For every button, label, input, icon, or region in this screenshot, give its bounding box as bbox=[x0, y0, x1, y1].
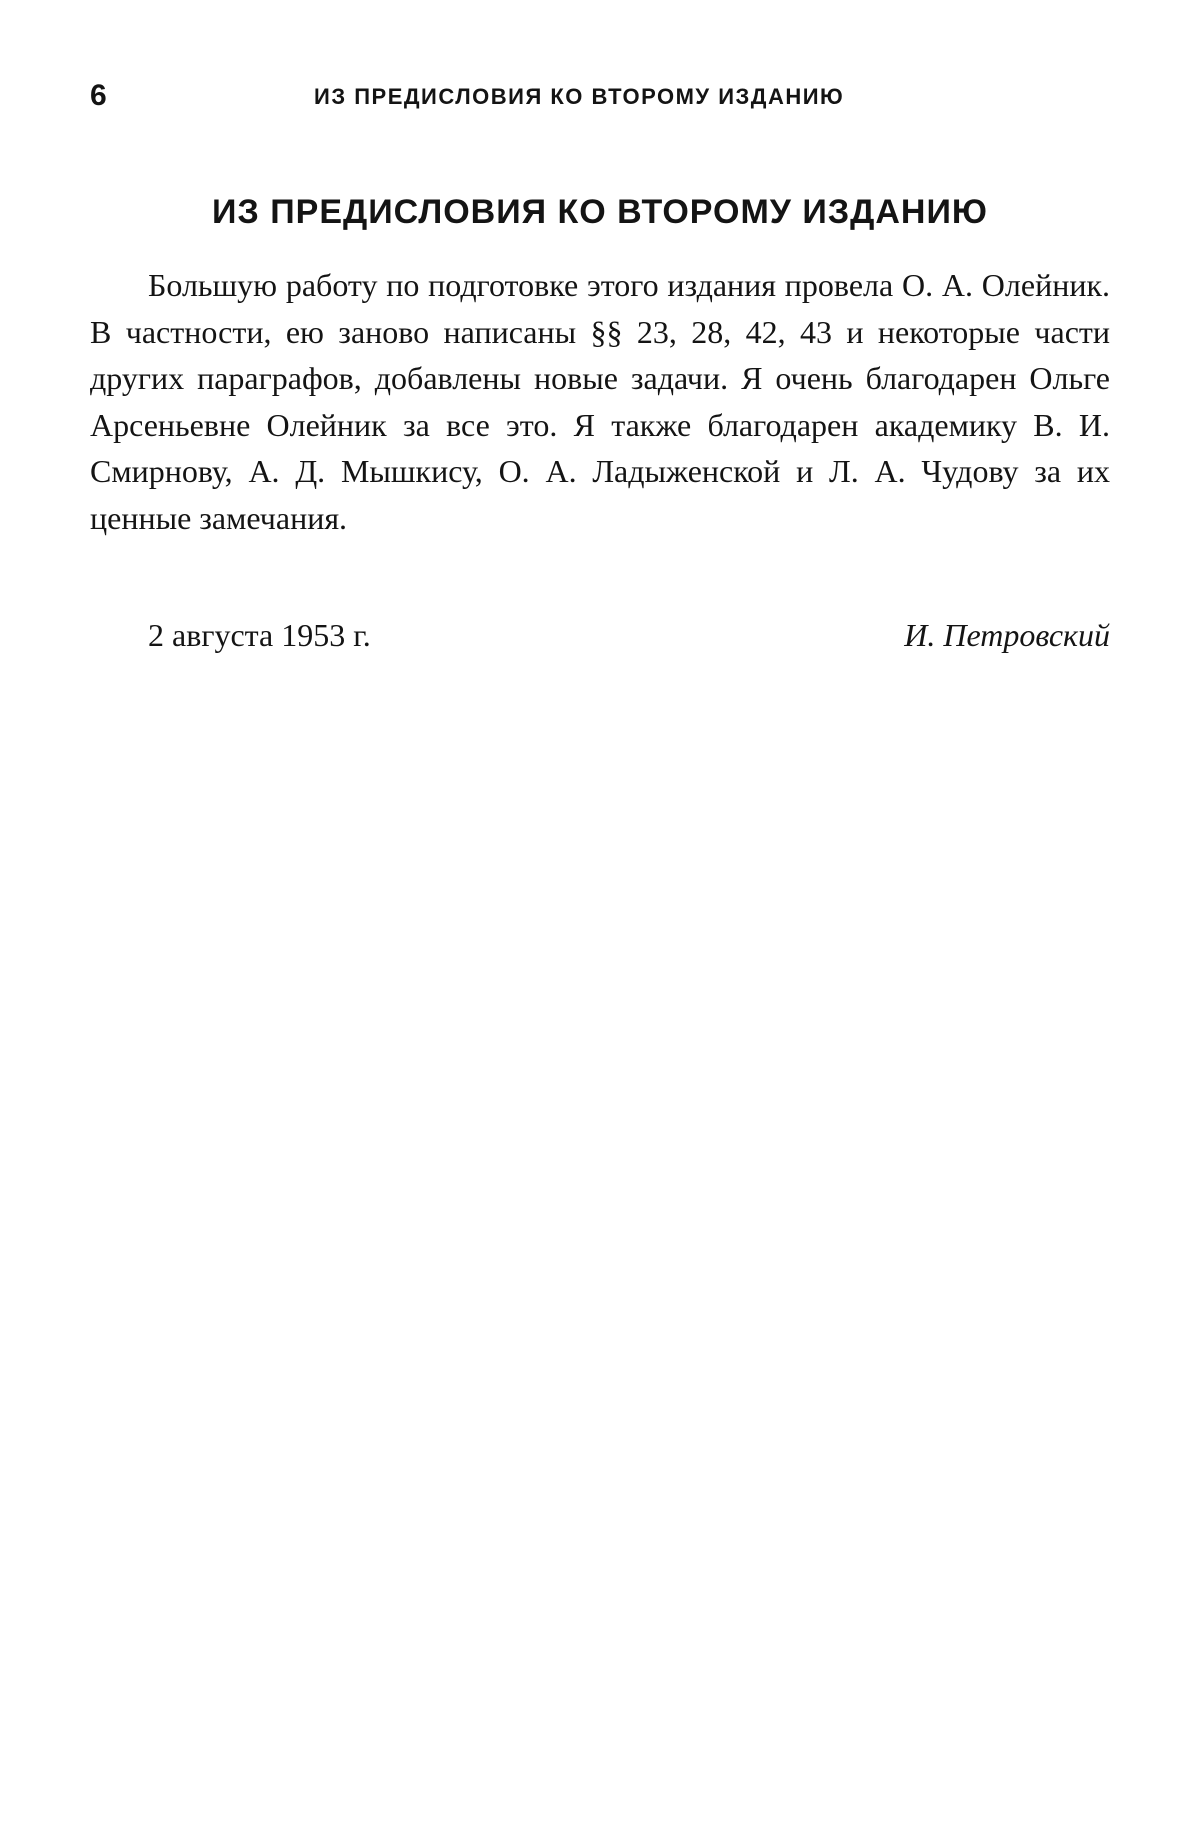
signoff-author: И. Петровский bbox=[904, 617, 1110, 653]
running-head bbox=[90, 78, 1110, 118]
running-title: ИЗ ПРЕДИСЛОВИЯ КО ВТОРОМУ ИЗДАНИЮ bbox=[314, 84, 845, 109]
preface-paragraph: Большую работу по подготовке этого издания провела О. А. Олейник. В частности, ею заново написаны §§ 23, 28, 42, 43 и некоторые части других параграфов, добавлены новые задачи. Я очень благодарен Ольге Арсеньевне Олейник за все это. Я также благодарен академику В. И. Смирнову, А. Д. Мышкису, О. А. Ладыженской и Л. А. Чудову за их ценные замечания. bbox=[90, 267, 1110, 536]
section-heading: ИЗ ПРЕДИСЛОВИЯ КО ВТОРОМУ ИЗДАНИЮ bbox=[212, 193, 988, 231]
signoff-date: 2 августа 1953 г. bbox=[148, 617, 371, 653]
page-number: 6 bbox=[90, 79, 107, 112]
signoff bbox=[90, 612, 1110, 662]
